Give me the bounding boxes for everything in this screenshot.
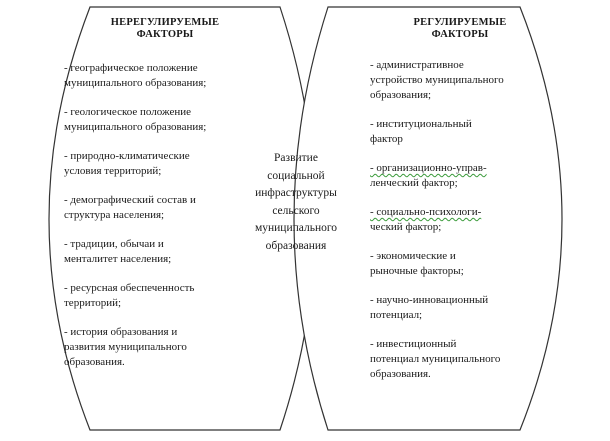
left-column-title xyxy=(80,17,250,41)
center-topic-line: сельского xyxy=(272,204,320,217)
left-title-line: НЕРЕГУЛИРУЕМЫЕ xyxy=(110,17,220,28)
right-factor-item: - инвестиционный потенциал муниципального образования. xyxy=(370,338,501,380)
center-topic-line: муниципального xyxy=(254,222,338,234)
right-factor-item: - организационно-управ- ленческий фактор; xyxy=(370,162,487,189)
left-factor-item: - история образования и развития муниципального образования. xyxy=(64,326,187,368)
center-topic-line: Развитие xyxy=(274,152,318,164)
left-factor-item: - демографический состав и структура населения; xyxy=(64,194,196,221)
right-factor-item: - экономические и рыночные факторы; xyxy=(370,250,464,277)
right-factor-item: - институциональный фактор xyxy=(370,118,472,145)
center-topic-line: социальной xyxy=(267,169,325,182)
left-factor-item: - природно-климатические условия территорий; xyxy=(64,150,190,177)
right-title-line: РЕГУЛИРУЕМЫЕ xyxy=(413,17,507,28)
right-factor-item: - научно-инновационный потенциал; xyxy=(370,294,489,321)
right-factor-list xyxy=(370,58,560,396)
left-factor-item: - географическое положение муниципального образования; xyxy=(64,62,207,89)
left-title-line: ФАКТОРЫ xyxy=(136,29,194,40)
left-factor-item: - традиции, обычаи и менталитет населения; xyxy=(64,238,172,265)
right-column-title xyxy=(375,17,545,41)
left-factor-item: - ресурсная обеспеченность территорий; xyxy=(64,282,195,309)
left-factor-list xyxy=(64,61,264,384)
right-factor-item: - социально-психологи- ческий фактор; xyxy=(370,206,482,233)
right-title-line: ФАКТОРЫ xyxy=(431,29,489,40)
left-factor-item: - геологическое положение муниципального образования; xyxy=(64,106,207,133)
center-topic-line: образования xyxy=(265,239,327,252)
right-factor-item: - административное устройство муниципального образования; xyxy=(370,59,504,101)
center-topic-line: инфраструктуры xyxy=(255,187,337,199)
center-topic-label xyxy=(236,150,356,255)
